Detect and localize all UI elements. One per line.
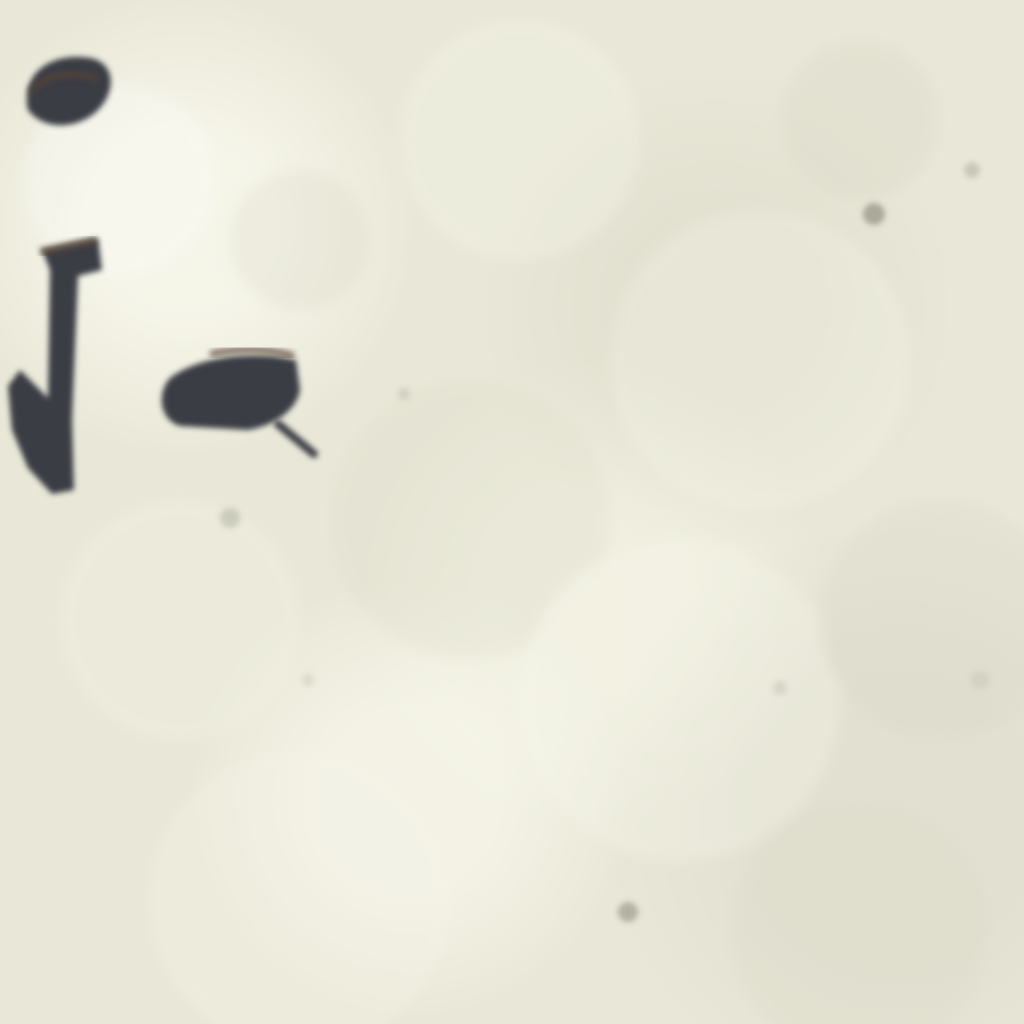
handwritten-mark-left-stroke (8, 238, 102, 494)
handwritten-mark-middle-dash (162, 350, 314, 454)
paper-mottling (25, 20, 1024, 1024)
